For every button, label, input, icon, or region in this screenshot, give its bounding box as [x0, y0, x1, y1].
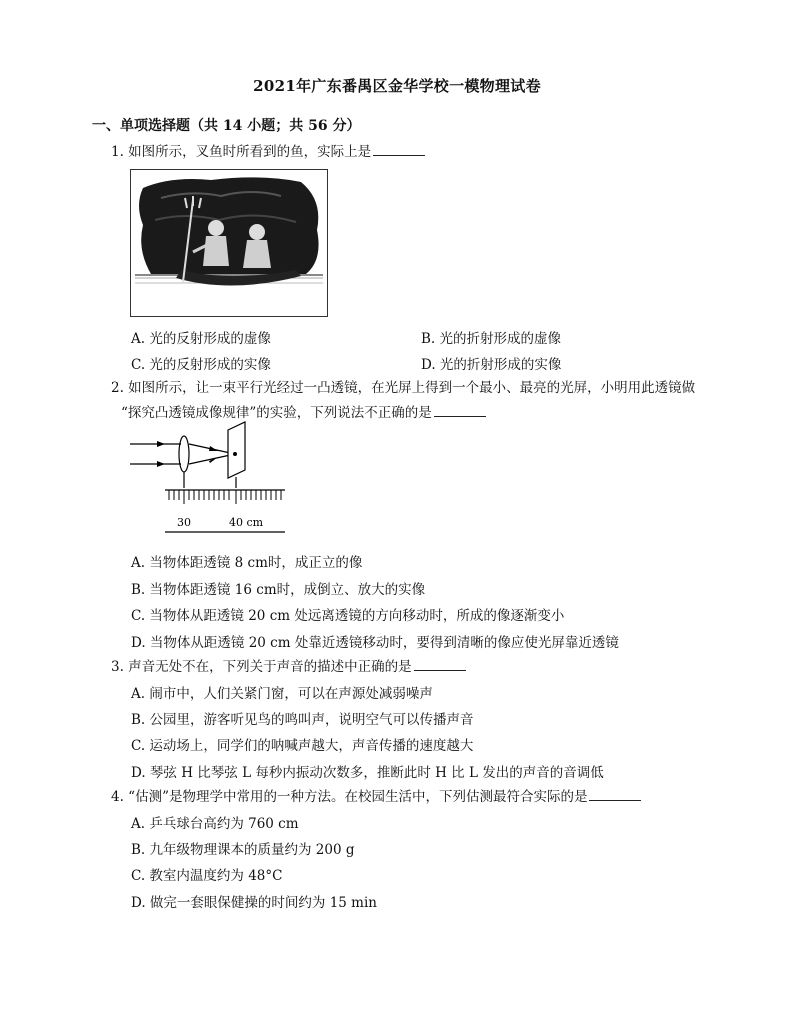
answer-blank [434, 404, 486, 417]
fishing-boat-figure [130, 169, 328, 317]
section-heading: 一、单项选择题（共 14 小题；共 56 分） [92, 118, 361, 134]
q3-option-b: B. 公园里，游客听见鸟的鸣叫声，说明空气可以传播声音 [131, 712, 474, 728]
tick-label-30: 30 [177, 516, 191, 529]
q1-option-c: C. 光的反射形成的实像 [131, 357, 271, 373]
q3-option-a: A. 闹市中，人们关紧门窗，可以在声源处减弱噪声 [131, 686, 433, 702]
q4-option-c: C. 教室内温度约为 48°C [131, 868, 283, 884]
lens-diagram [125, 420, 290, 535]
q4-option-b: B. 九年级物理课本的质量约为 200 g [131, 842, 355, 858]
answer-blank [589, 788, 641, 801]
q2-option-d: D. 当物体从距透镜 20 cm 处靠近透镜移动时，要得到清晰的像应使光屏靠近透镜 [131, 635, 619, 651]
convex-lens-figure [125, 420, 290, 535]
q1-option-d: D. 光的折射形成的实像 [421, 357, 562, 373]
question-2-stem-line1: 2. 如图所示，让一束平行光经过一凸透镜，在光屏上得到一个最小、最亮的光屏，小明用此透镜做 [111, 380, 696, 396]
question-1-stem: 1. 如图所示，叉鱼时所看到的鱼，实际上是 [111, 142, 425, 162]
question-3-stem: 3. 声音无处不在，下列关于声音的描述中正确的是 [111, 657, 466, 677]
q2-option-b: B. 当物体距透镜 16 cm时，成倒立、放大的实像 [131, 582, 426, 598]
question-2-stem-line2: “探究凸透镜成像规律”的实验，下列说法不正确的是 [121, 403, 486, 423]
q4-option-a: A. 乒乓球台高约为 760 cm [131, 816, 299, 832]
q1-option-b: B. 光的折射形成的虚像 [421, 331, 562, 347]
exam-title: 2021年广东番禺区金华学校一模物理试卷 [253, 77, 541, 95]
tick-label-40cm: 40 cm [229, 516, 264, 529]
q2-option-a: A. 当物体距透镜 8 cm时，成正立的像 [131, 555, 363, 571]
question-4-stem: 4. “估测”是物理学中常用的一种方法。在校园生活中，下列估测最符合实际的是 [111, 787, 641, 807]
q4-option-d: D. 做完一套眼保健操的时间约为 15 min [131, 895, 377, 911]
fishing-illustration [131, 170, 327, 316]
answer-blank [373, 143, 425, 156]
q1-option-a: A. 光的反射形成的虚像 [131, 331, 271, 347]
answer-blank [414, 658, 466, 671]
q3-option-c: C. 运动场上，同学们的呐喊声越大，声音传播的速度越大 [131, 738, 474, 754]
q2-option-c: C. 当物体从距透镜 20 cm 处远离透镜的方向移动时，所成的像逐渐变小 [131, 608, 565, 624]
q3-option-d: D. 琴弦 H 比琴弦 L 每秒内振动次数多，推断此时 H 比 L 发出的声音的音调低 [131, 765, 604, 781]
